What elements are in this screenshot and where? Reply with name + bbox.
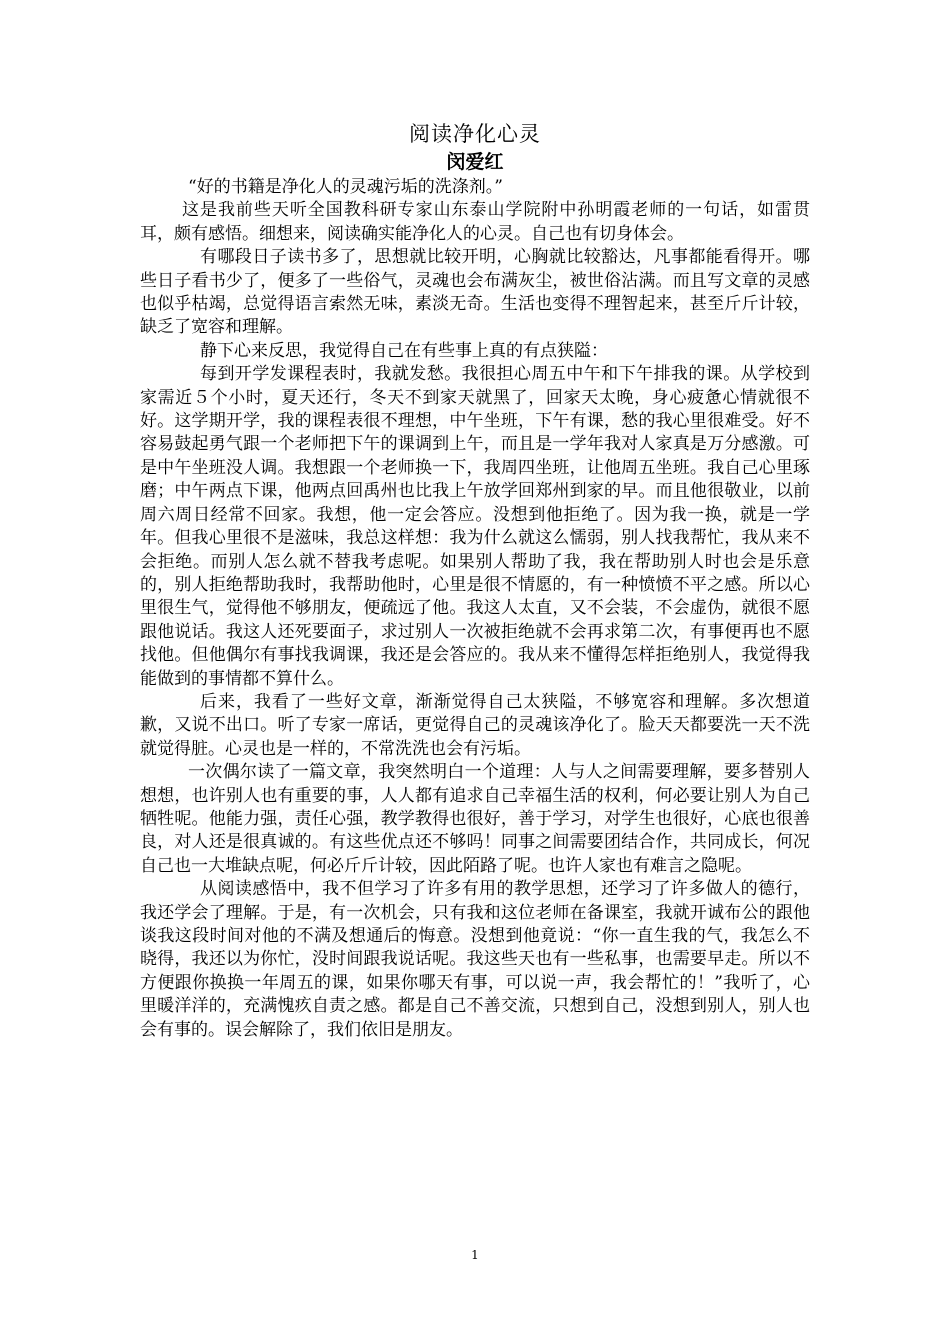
page-number: 1	[471, 1248, 479, 1262]
paragraph: 有哪段日子读书多了，思想就比较开明，心胸就比较豁达，凡事都能看得开。哪些日子看书少了，便多了一些俗气，灵魂也会布满灰尘，被世俗沾满。而且写文章的灵感也似乎枯竭，总觉得语言索然无味，素淡无奇。生活也变得不理智起来，甚至斤斤计较，缺乏了宽容和理解。	[140, 247, 810, 338]
paragraph: 从阅读感悟中，我不但学习了许多有用的教学思想，还学习了许多做人的德行，我还学会了理解。于是，有一次机会，只有我和这位老师在备课室，我就开诚布公的跟他谈我这段时间对他的不满及想通后的悔意。没想到他竟说：“你一直生我的气，我怎么不晓得，我还以为你忙，没时间跟我说话呢。我这些天也有一些私事，也需要早走。所以不方便跟你换换一年周五的课，如果你哪天有事，可以说一声，我会帮忙的！”我听了，心里暖洋洋的，充满愧疚自责之感。都是自己不善交流，只想到自己，没想到别人，别人也会有事的。误会解除了，我们依旧是朋友。	[140, 879, 810, 1040]
paragraph: 后来，我看了一些好文章，渐渐觉得自己太狭隘，不够宽容和理解。多次想道歉，又说不出口。听了专家一席话，更觉得自己的灵魂该净化了。脸天天都要洗一天不洗就觉得脏。心灵也是一样的，不常洗洗也会有污垢。	[140, 691, 810, 759]
article-body	[140, 176, 810, 1042]
paragraph: 每到开学发课程表时，我就发愁。我很担心周五中午和下午排我的课。从学校到家需近５个小时，夏天还行，冬天不到家天就黑了，回家天太晚，身心疲惫心情就很不好。这学期开学，我的课程表很不理想，中午坐班，下午有课，愁的我心里很难受。好不容易鼓起勇气跟一个老师把下午的课调到上午，而且是一学年我对人家真是万分感激。可是中午坐班没人调。我想跟一个老师换一下，我周四坐班，让他周五坐班。我自己心里琢磨；中午两点下课，他两点回禹州也比我上午放学回郑州到家的早。而且他很敬业，以前周六周日经常不回家。我想，他一定会答应。没想到他拒绝了。因为我一换，就是一学年。但我心里很不是滋味，我总这样想：我为什么就这么懦弱，别人找我帮忙，我从来不会拒绝。而别人怎么就不替我考虑呢。如果别人帮助了我，我在帮助别人时也会是乐意的，别人拒绝帮助我时，我帮助他时，心里是很不情愿的，有一种愤愤不平之感。所以心里很生气，觉得他不够朋友，便疏远了他。我这人太直，又不会装，不会虚伪，就很不愿跟他说话。我这人还死要面子，求过别人一次被拒绝就不会再求第二次，有事便再也不愿找他。但他偶尔有事找我调课，我还是会答应的。我从来不懂得怎样拒绝别人，我觉得我能做到的事情都不算什么。	[140, 364, 810, 689]
paragraph: 静下心来反思，我觉得自己在有些事上真的有点狭隘：	[200, 340, 608, 361]
article-title: 阅读净化心灵	[409, 122, 541, 146]
paragraph: 一次偶尔读了一篇文章，我突然明白一个道理：人与人之间需要理解，要多替别人想想，也许别人也有重要的事，人人都有追求自己幸福生活的权利，何必要让别人为自己牺牲呢。他能力强，责任心强，教学教得也很好，善于学习，对学生也很好，心底也很善良，对人还是很真诚的。有这些优点还不够吗！同事之间需要团结合作，共同成长，何况自己也一大堆缺点呢，何必斤斤计较，因此陌路了呢。也许人家也有难言之隐呢。	[140, 762, 810, 876]
article-author: 闵爱红	[446, 151, 504, 173]
paragraph-quote: “好的书籍是净化人的灵魂污垢的洗涤剂。”	[188, 177, 503, 197]
paragraph: 这是我前些天听全国教科研专家山东泰山学院附中孙明霞老师的一句话，如雷贯耳，颇有感悟。细想来，阅读确实能净化人的心灵。自己也有切身体会。	[140, 200, 810, 244]
